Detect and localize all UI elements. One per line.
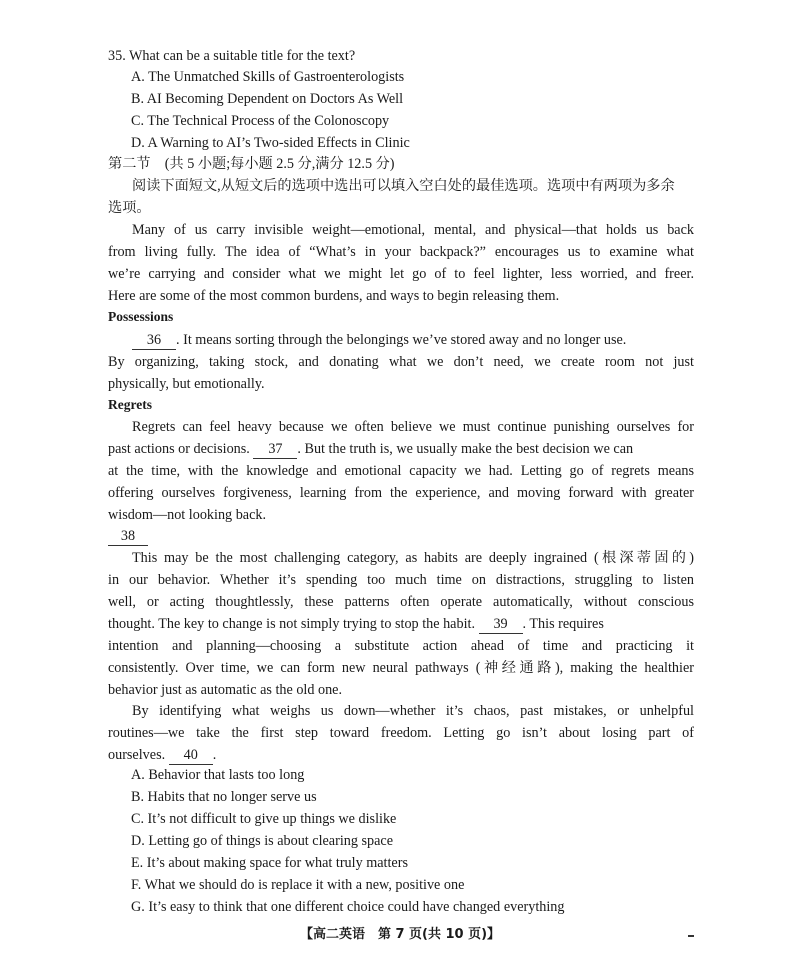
choice-c: C. It’s not difficult to give up things we dislike	[131, 811, 397, 827]
q35-option-b: B. AI Becoming Dependent on Doctors As Well	[131, 91, 404, 107]
habits-text-4a: thought. The key to change is not simply trying to stop the habit.	[108, 616, 479, 632]
habits-line-2: in our behavior. Whether it’s spending too much time on distractions, struggling to listen	[108, 572, 694, 588]
heading-regrets: Regrets	[108, 397, 152, 412]
conclusion-line-3	[108, 745, 216, 765]
intro-line-1: Many of us carry invisible weight—emotional, mental, and physical—that holds us back	[132, 222, 694, 238]
intro-line-3: we’re carrying and consider what we might let go of to feel lighter, less worried, and freer.	[108, 266, 694, 282]
corner-mark	[688, 935, 694, 937]
section-instruction-cont: 选项。	[108, 200, 151, 216]
intro-line-4: Here are some of the most common burdens, and ways to begin releasing them.	[108, 288, 560, 304]
choice-e: E. It’s about making space for what truly matters	[131, 855, 408, 871]
habits-heading-line	[108, 526, 148, 546]
habits-line-7: behavior just as automatic as the old one.	[108, 682, 343, 698]
habits-line-4	[108, 614, 604, 634]
regrets-line-2	[108, 439, 633, 459]
blank-39: 39	[479, 616, 523, 634]
habits-line-5: intention and planning—choosing a substitute action ahead of time and practicing it	[108, 638, 694, 654]
regrets-line-1: Regrets can feel heavy because we often believe we must continue punishing ourselves for	[132, 419, 694, 435]
heading-possessions: Possessions	[108, 309, 174, 324]
regrets-line-5: wisdom—not looking back.	[108, 507, 267, 523]
possessions-line-1	[132, 330, 626, 350]
conclusion-line-2: routines—we take the first step toward freedom. Letting go isn’t about losing part of	[108, 725, 694, 741]
habits-line-1: This may be the most challenging category, as habits are deeply ingrained (根深蒂固的)	[132, 550, 694, 566]
choice-b: B. Habits that no longer serve us	[131, 789, 317, 805]
q35-option-d: D. A Warning to AI’s Two-sided Effects in Clinic	[131, 135, 410, 151]
choice-f: F. What we should do is replace it with a new, positive one	[131, 877, 465, 893]
possessions-line-2: By organizing, taking stock, and donating what we don’t need, we create room not just	[108, 354, 694, 370]
blank-38: 38	[108, 528, 148, 546]
conclusion-line-1: By identifying what weighs us down—whether it’s chaos, past mistakes, or unhelpful	[132, 703, 694, 719]
possessions-line-3: physically, but emotionally.	[108, 376, 265, 392]
blank-40: 40	[169, 747, 213, 765]
conclusion-text-3a: ourselves.	[108, 747, 169, 763]
section-instruction: 阅读下面短文,从短文后的选项中选出可以填入空白处的最佳选项。选项中有两项为多余	[132, 178, 675, 194]
section-title: 第二节 (共 5 小题;每小题 2.5 分,满分 12.5 分)	[108, 156, 395, 172]
regrets-line-4: offering ourselves forgiveness, learning from the experience, and moving forward with greater	[108, 485, 694, 501]
regrets-line-3: at the time, with the knowledge and emotional capacity we had. Letting go of regrets means	[108, 463, 694, 479]
possessions-text-1: . It means sorting through the belongings we’ve stored away and no longer use.	[176, 332, 627, 348]
blank-36: 36	[132, 332, 176, 350]
habits-line-3: well, or acting thoughtlessly, these patterns often operate automatically, without conscious	[108, 594, 694, 610]
intro-line-2: from living fully. The idea of “What’s in your backpack?” encourages us to examine what	[108, 244, 694, 260]
habits-line-6: consistently. Over time, we can form new neural pathways (神经通路), making the healthier	[108, 660, 694, 676]
blank-37: 37	[253, 441, 297, 459]
choice-d: D. Letting go of things is about clearing space	[131, 833, 394, 849]
choice-a: A. Behavior that lasts too long	[131, 767, 305, 783]
regrets-text-2a: past actions or decisions.	[108, 441, 254, 457]
choice-g: G. It’s easy to think that one different choice could have changed everything	[131, 899, 565, 915]
q35-option-a: A. The Unmatched Skills of Gastroenterologists	[131, 69, 405, 85]
question-35: 35. What can be a suitable title for the text?	[108, 48, 356, 64]
habits-text-4b: . This requires	[522, 616, 604, 632]
page-footer: 【高二英语 第 7 页(共 10 页)】	[299, 927, 501, 942]
conclusion-text-3b: .	[212, 747, 217, 763]
regrets-text-2b: . But the truth is, we usually make the best decision we can	[297, 441, 634, 457]
q35-option-c: C. The Technical Process of the Colonoscopy	[131, 113, 390, 129]
